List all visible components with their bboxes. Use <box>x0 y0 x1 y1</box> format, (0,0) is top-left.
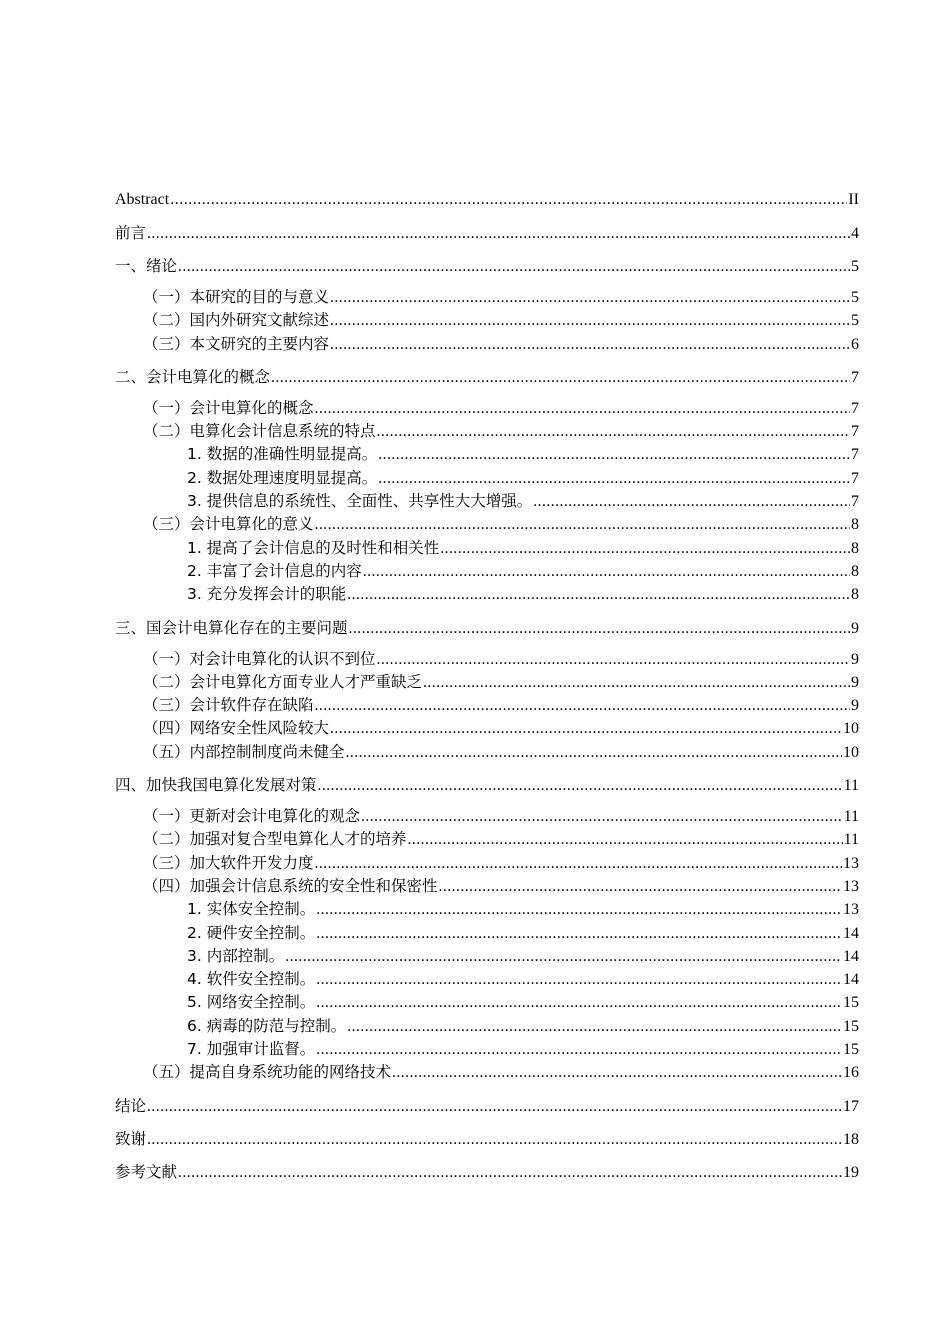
dot-leader <box>378 467 850 490</box>
toc-entry-title: 前言 <box>115 224 147 242</box>
toc-entry[interactable] <box>115 1094 859 1118</box>
dot-leader <box>346 741 842 764</box>
table-of-contents <box>115 188 859 1184</box>
toc-entry[interactable] <box>115 537 859 560</box>
toc-entry-title: 3. 内部控制。 <box>187 946 285 965</box>
toc-entry-title: （二）会计电算化方面专业人才严重缺乏 <box>143 672 423 691</box>
dot-leader <box>330 333 850 356</box>
dot-leader <box>178 255 850 279</box>
toc-entry[interactable] <box>115 254 859 278</box>
toc-entry-title: （一）会计电算化的概念 <box>143 398 314 417</box>
toc-entry-page-number: 11 <box>843 777 859 795</box>
toc-entry[interactable] <box>115 741 859 764</box>
toc-entry-page-number: 7 <box>851 493 859 511</box>
toc-entry[interactable] <box>115 333 859 356</box>
toc-entry[interactable] <box>115 467 859 490</box>
toc-entry-page-number: 10 <box>843 743 859 761</box>
dot-leader <box>533 490 850 513</box>
toc-entry[interactable] <box>115 1038 859 1061</box>
toc-entry-page-number: 8 <box>851 562 859 580</box>
dot-leader <box>315 513 850 536</box>
dot-leader <box>271 366 850 390</box>
toc-entry-title: 2. 数据处理速度明显提高。 <box>187 468 378 487</box>
toc-entry-title: （三）会计软件存在缺陷 <box>143 696 314 715</box>
dot-leader <box>178 1161 842 1185</box>
toc-entry-title: 3. 充分发挥会计的职能 <box>187 585 347 604</box>
toc-entry-page-number: 5 <box>851 289 859 306</box>
toc-entry[interactable] <box>115 188 859 212</box>
toc-entry-page-number: 13 <box>843 854 859 872</box>
toc-entry-page-number: 9 <box>851 697 859 715</box>
toc-entry[interactable] <box>115 1160 859 1184</box>
dot-leader <box>147 1128 842 1152</box>
toc-entry-title: （二）加强对复合型电算化人才的培养 <box>143 830 407 849</box>
toc-entry-title: 1. 实体安全控制。 <box>187 900 316 919</box>
toc-entry-page-number: 5 <box>851 258 859 275</box>
toc-entry[interactable] <box>115 616 859 640</box>
dot-leader <box>330 286 850 309</box>
toc-entry-page-number: 16 <box>843 1064 859 1082</box>
toc-entry-page-number: 8 <box>851 516 859 534</box>
toc-entry[interactable] <box>115 560 859 583</box>
toc-entry-page-number: 15 <box>843 1041 859 1059</box>
dot-leader <box>440 537 850 560</box>
toc-entry-title: 3. 提供信息的系统性、全面性、共享性大大增强。 <box>187 492 533 511</box>
toc-entry-page-number: 17 <box>843 1097 859 1115</box>
toc-entry-title: 1. 提高了会计信息的及时性和相关性 <box>187 538 440 557</box>
dot-leader <box>170 188 847 212</box>
toc-entry-title: 三、国会计电算化存在的主要问题 <box>115 618 348 637</box>
toc-entry[interactable] <box>115 490 859 513</box>
toc-entry-page-number: II <box>848 191 859 208</box>
toc-entry[interactable] <box>115 671 859 694</box>
dot-leader <box>315 397 850 420</box>
toc-entry[interactable] <box>115 420 859 443</box>
toc-entry-title: 参考文献 <box>115 1162 178 1181</box>
toc-entry-title: （四）网络安全性风险较大 <box>143 719 330 738</box>
toc-entry[interactable] <box>115 828 859 851</box>
toc-entry-page-number: 13 <box>843 901 859 919</box>
toc-entry-page-number: 6 <box>851 335 859 353</box>
toc-entry[interactable] <box>115 1015 859 1038</box>
toc-entry-title: 结论 <box>115 1096 147 1115</box>
toc-entry-page-number: 18 <box>843 1130 859 1148</box>
toc-entry-title: （四）加强会计信息系统的安全性和保密性 <box>143 876 438 895</box>
toc-entry[interactable] <box>115 648 859 671</box>
toc-entry-page-number: 7 <box>851 399 859 417</box>
toc-entry[interactable] <box>115 875 859 898</box>
toc-entry-page-number: 15 <box>843 994 859 1012</box>
toc-entry-page-number: 9 <box>851 619 859 637</box>
toc-entry-page-number: 11 <box>843 808 859 826</box>
dot-leader <box>315 694 850 717</box>
toc-entry-page-number: 19 <box>843 1163 859 1181</box>
dot-leader <box>347 1015 842 1038</box>
dot-leader <box>316 968 842 991</box>
dot-leader <box>315 852 842 875</box>
toc-entry[interactable] <box>115 1061 859 1084</box>
toc-entry-title: （二）电算化会计信息系统的特点 <box>143 422 376 441</box>
toc-entry[interactable] <box>115 922 859 945</box>
dot-leader <box>347 583 850 606</box>
dot-leader <box>349 617 850 641</box>
toc-entry-page-number: 14 <box>843 947 859 965</box>
toc-entry-title: 2. 硬件安全控制。 <box>187 923 316 942</box>
toc-entry-page-number: 7 <box>851 423 859 441</box>
dot-leader <box>316 922 842 945</box>
toc-entry-page-number: 7 <box>851 368 859 386</box>
toc-entry-page-number: 9 <box>851 650 859 668</box>
toc-entry-title: 致谢 <box>115 1129 147 1148</box>
toc-entry[interactable] <box>115 717 859 740</box>
toc-entry-page-number: 4 <box>851 225 859 242</box>
dot-leader <box>392 1061 842 1084</box>
toc-entry-title: （一）对会计电算化的认识不到位 <box>143 649 376 668</box>
toc-entry-title: 4. 软件安全控制。 <box>187 970 316 989</box>
dot-leader <box>316 898 842 921</box>
dot-leader <box>377 648 850 671</box>
toc-entry[interactable] <box>115 898 859 921</box>
toc-entry[interactable] <box>115 513 859 536</box>
toc-entry[interactable] <box>115 694 859 717</box>
toc-entry-title: （二）国内外研究文献综述 <box>143 311 330 330</box>
toc-entry-title: （五）提高自身系统功能的网络技术 <box>143 1063 392 1082</box>
toc-entry-title: （三）本文研究的主要内容 <box>143 334 330 353</box>
toc-entry-page-number: 14 <box>843 924 859 942</box>
dot-leader <box>363 560 850 583</box>
toc-entry-title: 7. 加强审计监督。 <box>187 1040 316 1059</box>
dot-leader <box>439 875 842 898</box>
toc-entry-title: 二、会计电算化的概念 <box>115 367 271 386</box>
toc-entry-page-number: 11 <box>843 831 859 849</box>
toc-entry-title: （三）加大软件开发力度 <box>143 853 314 872</box>
toc-entry-page-number: 10 <box>843 720 859 738</box>
toc-entry[interactable] <box>115 773 859 797</box>
toc-entry[interactable] <box>115 583 859 606</box>
dot-leader <box>423 671 850 694</box>
toc-entry-page-number: 13 <box>843 877 859 895</box>
toc-entry-page-number: 7 <box>851 446 859 464</box>
toc-entry[interactable] <box>115 397 859 420</box>
toc-entry-page-number: 7 <box>851 469 859 487</box>
toc-entry-title: 5. 网络安全控制。 <box>187 993 316 1012</box>
toc-entry-title: Abstract <box>115 191 170 208</box>
toc-entry-page-number: 15 <box>843 1017 859 1035</box>
dot-leader <box>318 774 843 798</box>
toc-entry[interactable] <box>115 968 859 991</box>
toc-entry-title: 四、加快我国电算化发展对策 <box>115 776 317 795</box>
toc-entry[interactable] <box>115 805 859 828</box>
toc-entry[interactable] <box>115 991 859 1014</box>
toc-entry-title: 2. 丰富了会计信息的内容 <box>187 561 362 580</box>
toc-entry-title: 6. 病毒的防范与控制。 <box>187 1016 347 1035</box>
dot-leader <box>361 805 843 828</box>
dot-leader <box>316 991 842 1014</box>
toc-entry-page-number: 8 <box>851 539 859 557</box>
toc-entry[interactable] <box>115 286 859 309</box>
dot-leader <box>330 717 842 740</box>
toc-entry-title: （一）更新对会计电算化的观念 <box>143 807 361 826</box>
toc-entry-page-number: 14 <box>843 971 859 989</box>
toc-entry-page-number: 8 <box>851 586 859 604</box>
toc-entry[interactable] <box>115 221 859 245</box>
toc-entry[interactable] <box>115 852 859 875</box>
dot-leader <box>378 443 850 466</box>
toc-entry[interactable] <box>115 945 859 968</box>
dot-leader <box>330 309 850 332</box>
dot-leader <box>377 420 850 443</box>
toc-entry-page-number: 5 <box>851 312 859 330</box>
toc-entry[interactable] <box>115 1127 859 1151</box>
toc-entry-title: 1. 数据的准确性明显提高。 <box>187 445 378 464</box>
dot-leader <box>316 1038 842 1061</box>
toc-entry[interactable] <box>115 365 859 389</box>
dot-leader <box>147 222 850 246</box>
toc-entry-title: （五）内部控制制度尚未健全 <box>143 742 345 761</box>
toc-entry-title: （三）会计电算化的意义 <box>143 515 314 534</box>
toc-entry[interactable] <box>115 443 859 466</box>
toc-entry-title: （一）本研究的目的与意义 <box>143 288 330 306</box>
toc-entry-page-number: 9 <box>851 673 859 691</box>
dot-leader <box>147 1095 842 1119</box>
dot-leader <box>285 945 842 968</box>
dot-leader <box>408 828 843 851</box>
toc-entry[interactable] <box>115 309 859 332</box>
toc-entry-title: 一、绪论 <box>115 257 178 275</box>
